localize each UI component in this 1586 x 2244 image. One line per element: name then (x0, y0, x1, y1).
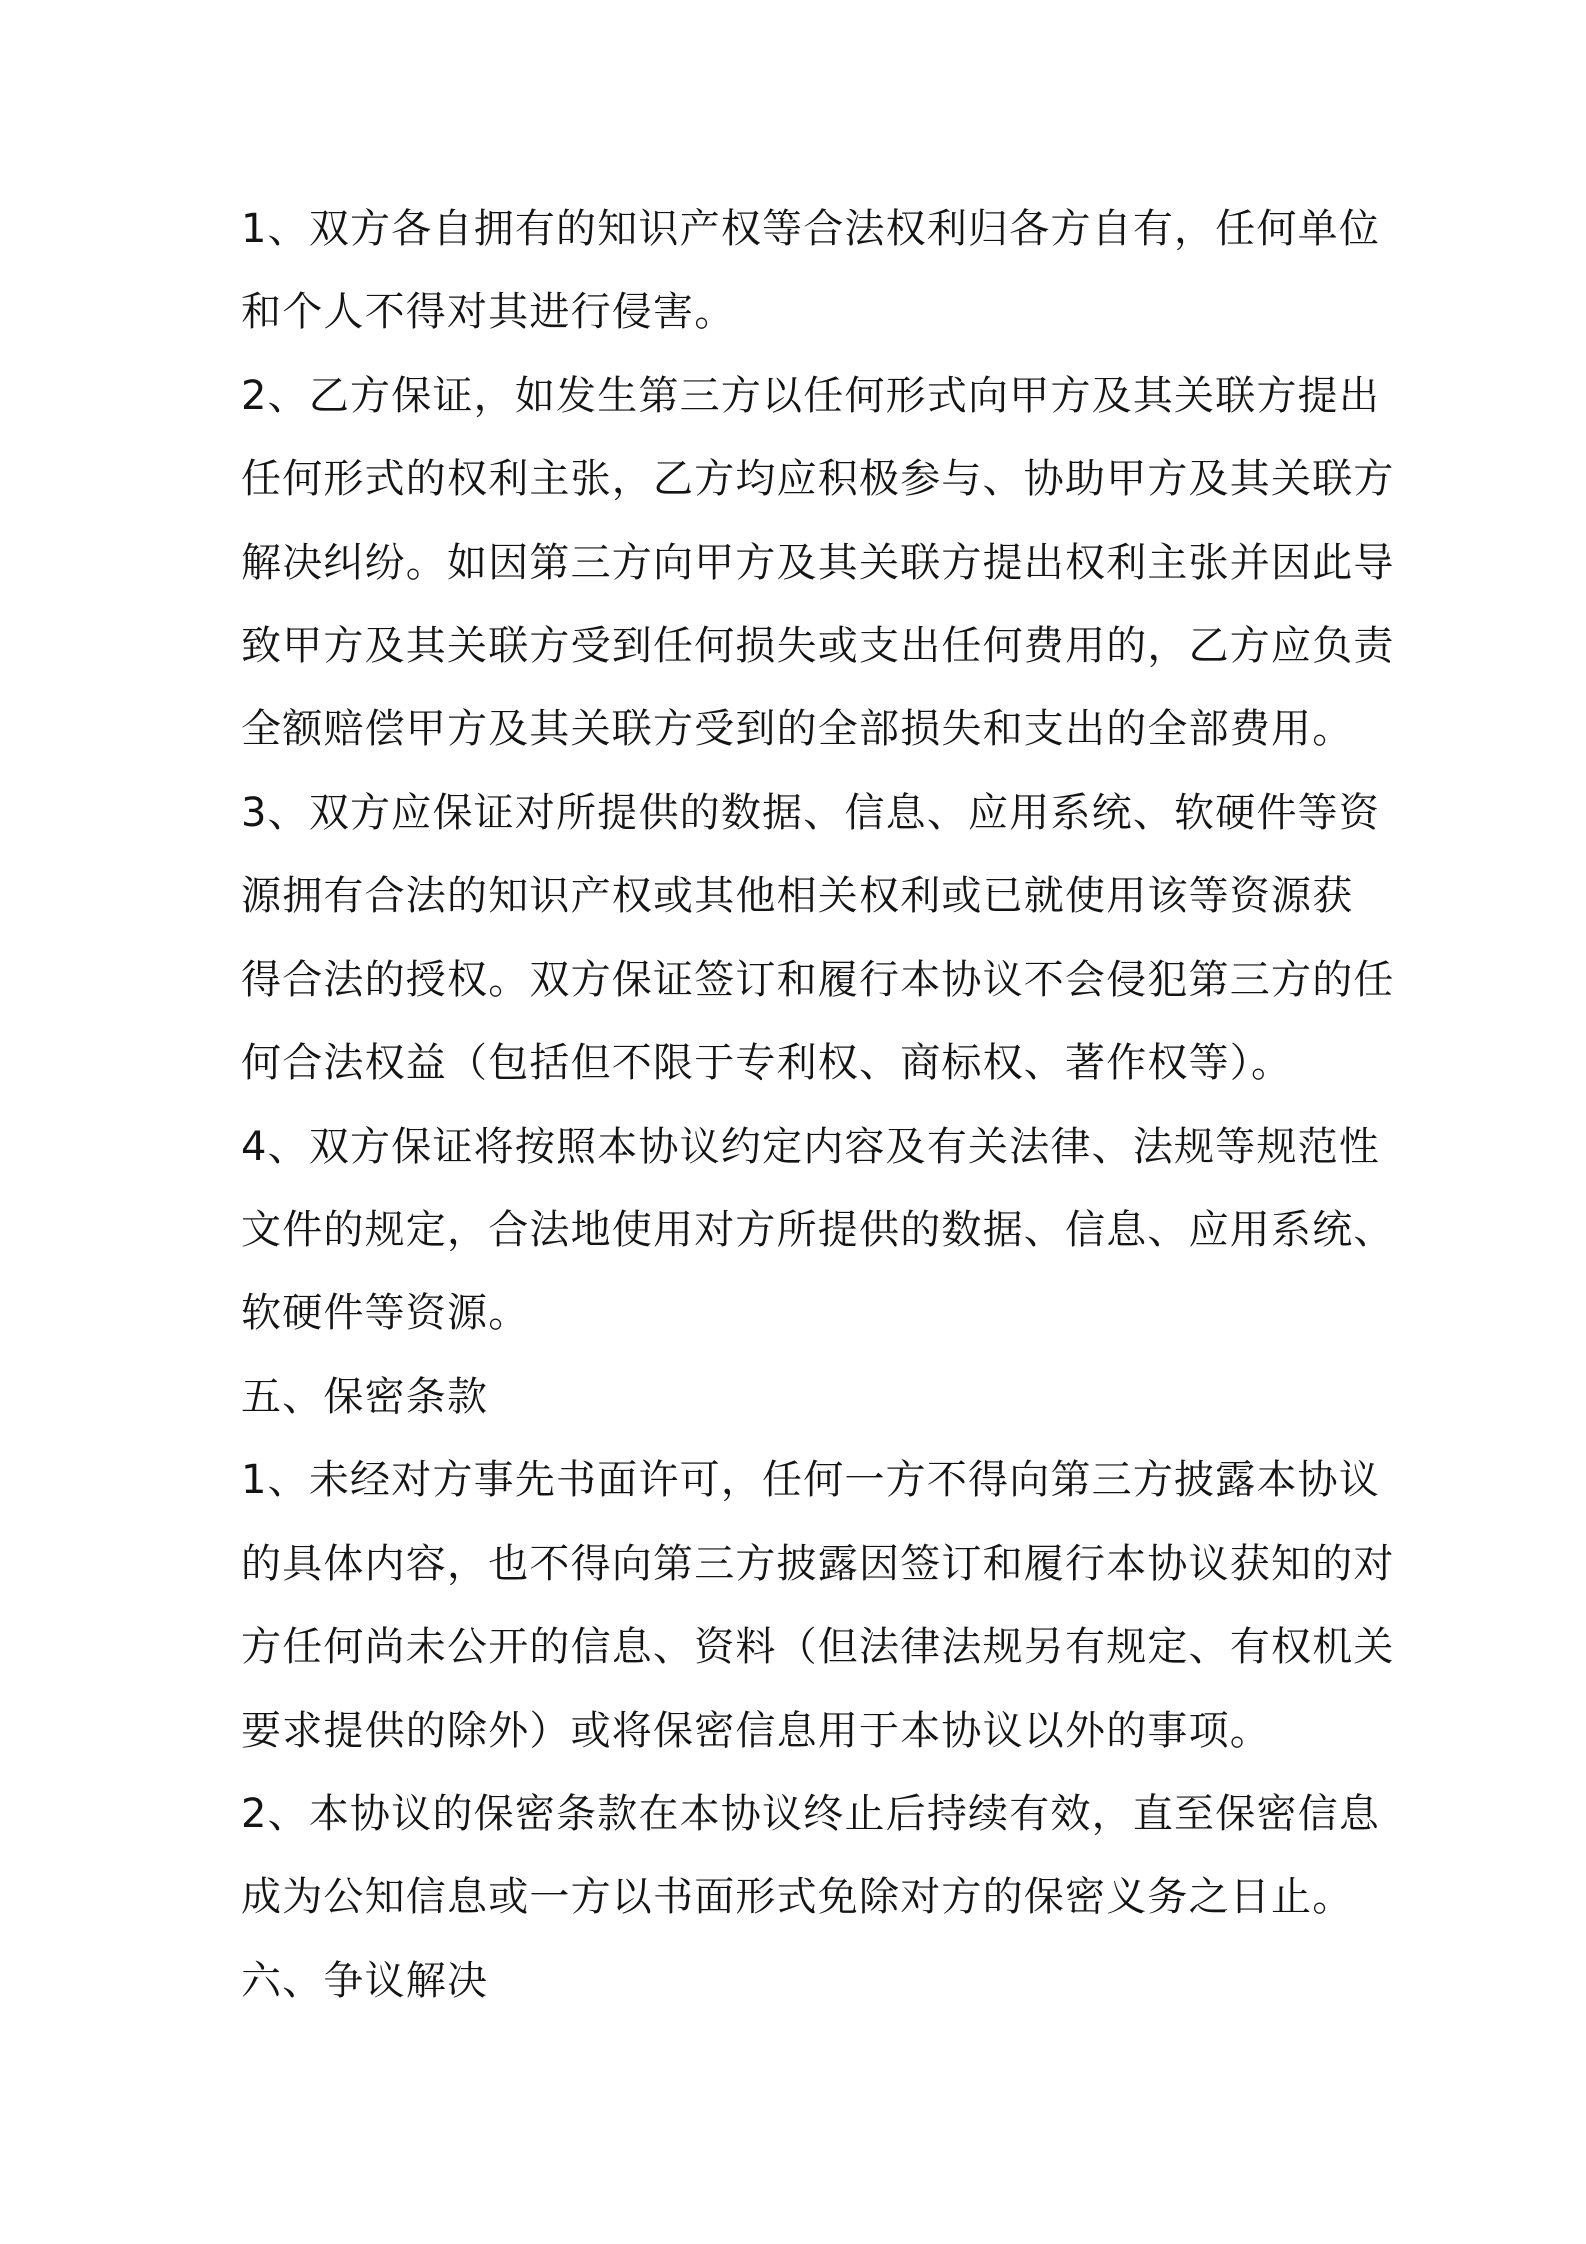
text-line: 何合法权益（包括但不限于专利权、商标权、著作权等）。 (241, 1040, 1293, 1086)
text-line: 1、未经对方事先书面许可，任何一方不得向第三方披露本协议 (241, 1457, 1381, 1503)
text-line: 得合法的授权。双方保证签订和履行本协议不会侵犯第三方的任 (241, 957, 1395, 1003)
text-line: 和个人不得对其进行侵害。 (241, 289, 736, 335)
section-heading: 六、争议解决 (241, 1958, 489, 2004)
text-line: 3、双方应保证对所提供的数据、信息、应用系统、软硬件等资 (241, 790, 1381, 836)
text-line: 4、双方保证将按照本协议约定内容及有关法律、法规等规范性 (241, 1124, 1381, 1170)
text-line: 致甲方及其关联方受到任何损失或支出任何费用的，乙方应负责 (241, 623, 1395, 669)
text-line: 2、乙方保证，如发生第三方以任何形式向甲方及其关联方提出 (241, 373, 1381, 419)
text-line: 1、双方各自拥有的知识产权等合法权利归各方自有，任何单位 (241, 206, 1381, 252)
text-line: 文件的规定，合法地使用对方所提供的数据、信息、应用系统、 (241, 1207, 1395, 1253)
text-line: 全额赔偿甲方及其关联方受到的全部损失和支出的全部费用。 (241, 706, 1354, 752)
text-line: 成为公知信息或一方以书面形式免除对方的保密义务之日止。 (241, 1874, 1354, 1920)
text-line: 要求提供的除外）或将保密信息用于本协议以外的事项。 (241, 1708, 1271, 1754)
text-line: 2、本协议的保密条款在本协议终止后持续有效，直至保密信息 (241, 1791, 1381, 1837)
text-line: 方任何尚未公开的信息、资料（但法律法规另有规定、有权机关 (241, 1624, 1395, 1670)
text-line: 的具体内容，也不得向第三方披露因签订和履行本协议获知的对 (241, 1541, 1395, 1587)
text-line: 源拥有合法的知识产权或其他相关权利或已就使用该等资源获 (241, 873, 1354, 919)
section-heading: 五、保密条款 (241, 1374, 489, 1420)
text-line: 任何形式的权利主张，乙方均应积极参与、协助甲方及其关联方 (241, 456, 1395, 502)
text-line: 软硬件等资源。 (241, 1290, 530, 1336)
text-line: 解决纠纷。如因第三方向甲方及其关联方提出权利主张并因此导 (241, 540, 1395, 586)
